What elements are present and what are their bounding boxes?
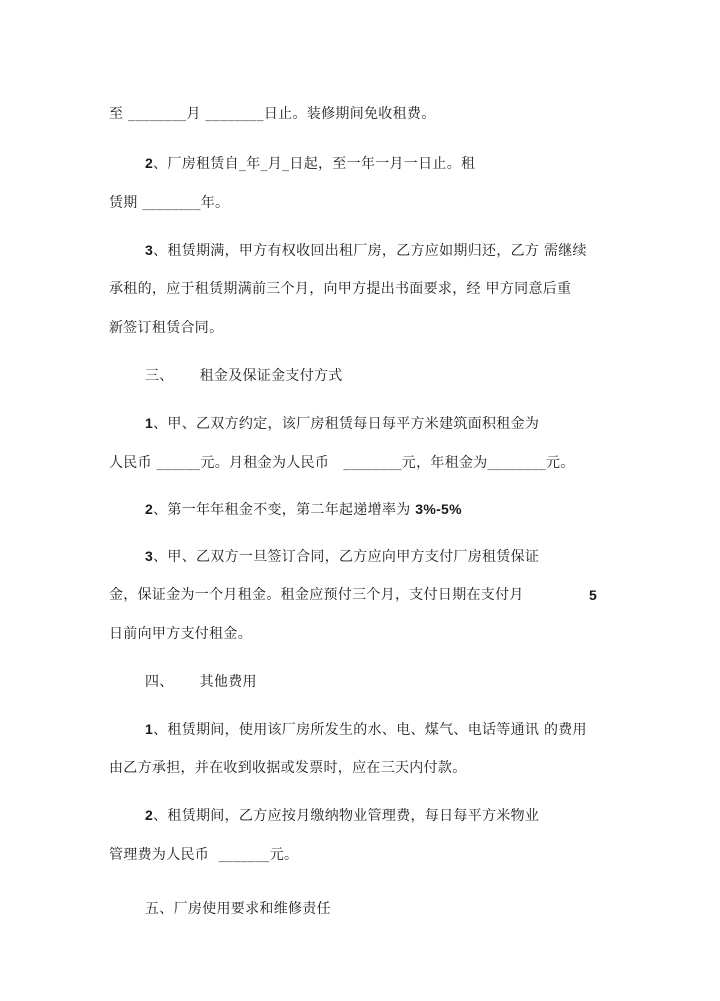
text-line: 日前向甲方支付租金。: [109, 626, 252, 642]
item-number: 3: [145, 242, 154, 258]
section-title: 其他费用: [199, 674, 257, 690]
text-line: 、甲、乙双方约定，该厂房租赁每日每平方米建筑面积租金为: [153, 416, 540, 432]
item-number: 2: [145, 501, 154, 517]
text-line: 、租赁期间，使用该厂房所发生的水、电、煤气、电话等通讯 的费用: [153, 722, 587, 738]
text-line: 、甲、乙双方一旦签订合同，乙方应向甲方支付厂房租赁保证: [153, 549, 540, 565]
text-line-property-fee-amount: 管理费为人民币 _______元。: [109, 847, 299, 863]
paragraph-deposit: [145, 546, 539, 567]
section-heading-rent-deposit: [145, 366, 343, 386]
text-line: 由乙方承担，并在收到收据或发票时，应在三天内付款。: [109, 760, 467, 776]
text-line-rent-amounts: 人民币 ______元。月租金为人民币 ________元，年租金为________元。: [109, 455, 575, 471]
item-number: 3: [145, 548, 154, 564]
section-heading-other-fees: [145, 672, 257, 692]
section-number: 四、: [145, 674, 174, 690]
paragraph-property-fee: [145, 805, 539, 826]
text-line: 、厂房租赁自_年_月_日起，至一年一月一日止。租: [153, 156, 476, 172]
section-heading-usage-maintenance: 五、厂房使用要求和维修责任: [145, 901, 331, 917]
paragraph-lease-term: [145, 153, 475, 174]
item-number: 1: [145, 721, 154, 737]
paragraph-lease-expiry: [145, 240, 587, 261]
text-line: 金，保证金为一个月租金。租金应预付三个月，支付日期在支付月: [109, 587, 524, 603]
paragraph-rent-increase: [145, 499, 462, 520]
text-line-lease-years: 赁期 ________年。: [109, 195, 230, 211]
text-line: 、租赁期间，乙方应按月缴纳物业管理费，每日每平方米物业: [153, 808, 540, 824]
section-title: 租金及保证金支付方式: [199, 368, 343, 384]
text-line: 承租的，应于租赁期满前三个月，向甲方提出书面要求，经 甲方同意后重: [109, 281, 572, 297]
text-line: 新签订租赁合同。: [109, 320, 224, 336]
section-number: 三、: [145, 368, 174, 384]
item-number: 2: [145, 807, 154, 823]
increase-rate: 3%-5%: [415, 501, 462, 517]
payment-day-number: 5: [589, 587, 598, 603]
paragraph-utilities: [145, 719, 587, 740]
text-line: 、租赁期满，甲方有权收回出租厂房，乙方应如期归还，乙方 需继续: [153, 243, 587, 259]
paragraph-rent-rate: [145, 413, 539, 434]
item-number: 1: [145, 415, 154, 431]
text-line: 、第一年年租金不变，第二年起递增率为: [153, 502, 416, 518]
item-number: 2: [145, 155, 154, 171]
text-line-renovation-period: 至 ________月 ________日止。装修期间免收租费。: [109, 106, 436, 122]
